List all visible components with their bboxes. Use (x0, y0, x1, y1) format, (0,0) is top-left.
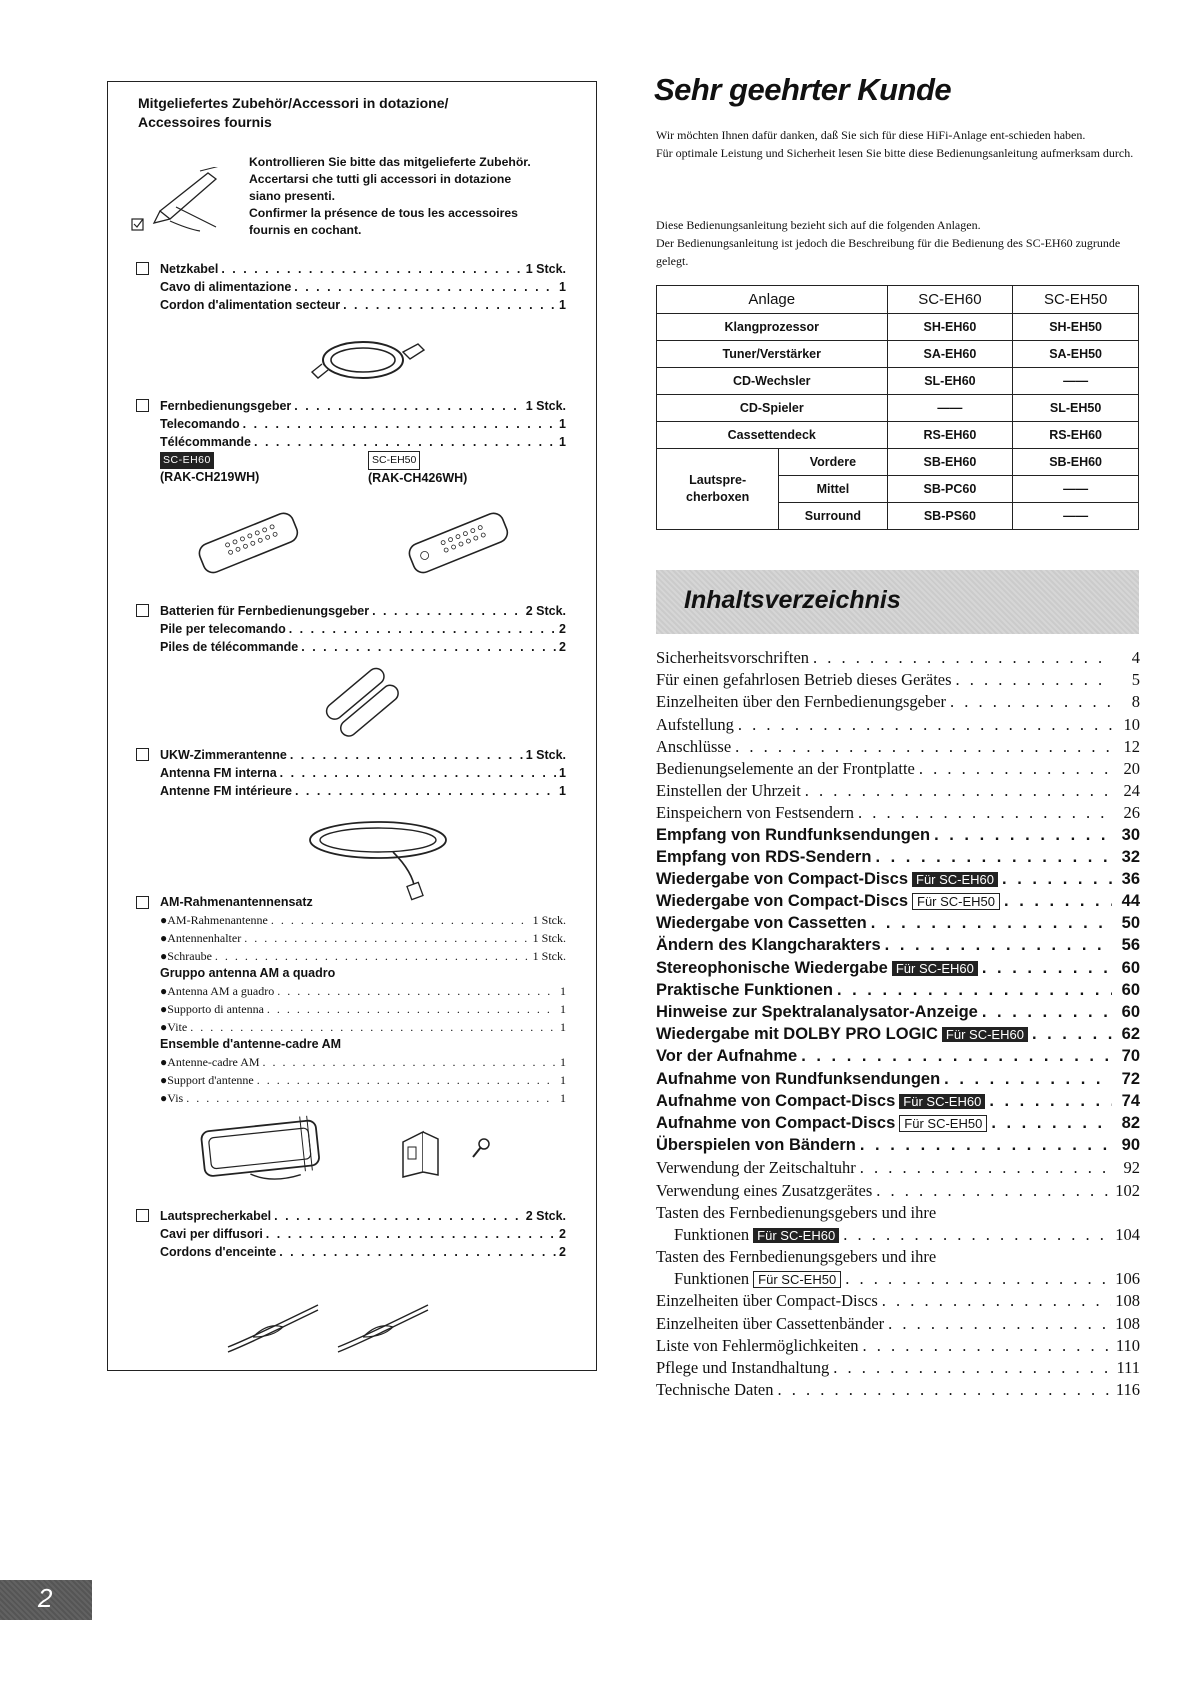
am-loop-antenna-illustration (188, 1110, 348, 1190)
toc-entry-title: Sicherheitsvorschriften (656, 648, 810, 667)
table-row: Surround SB-PS60 —— (657, 503, 1139, 530)
toc-entry[interactable] (656, 737, 1140, 759)
toc-page-number: 108 (1115, 1313, 1140, 1333)
toc-page-number: 56 (1121, 936, 1140, 955)
toc-page-number: 60 (1121, 958, 1140, 977)
toc-entry[interactable] (656, 1225, 1140, 1247)
toc-entry-title: Einzelheiten über Cassettenbänder (656, 1313, 885, 1333)
badge-sc-eh50: SC-EH50 (368, 451, 420, 470)
toc-page-number: 50 (1121, 914, 1140, 933)
toc-leader-dots (989, 1092, 1112, 1111)
remote-control-1-illustration (188, 502, 308, 582)
toc-heading-banner (656, 570, 1139, 634)
table-of-contents (656, 648, 1140, 1402)
toc-page-number: 90 (1121, 1136, 1140, 1155)
toc-entry[interactable] (656, 759, 1140, 781)
toc-page-number: 111 (1116, 1358, 1140, 1377)
toc-leader-dots (778, 1380, 1112, 1400)
toc-page-number: 32 (1121, 847, 1140, 866)
remote-control-2-illustration (398, 502, 518, 582)
toc-entry[interactable] (656, 692, 1140, 714)
table-row: Tuner/Verstärker SA-EH60 SA-EH50 (657, 341, 1139, 368)
toc-entry[interactable] (656, 1291, 1140, 1313)
toc-leader-dots (805, 781, 1112, 801)
toc-page-number: 104 (1115, 1224, 1140, 1244)
toc-entry-title: Praktische Funktionen (656, 980, 833, 999)
item-ukw-antenne: UKW-Zimmerantenne . . . 1 Stck. Antenna FM interna . . . 1 Antenne FM intérieure . . . 1 (136, 746, 566, 800)
toc-entry-title: Verwendung der Zeitschaltuhr (656, 1158, 856, 1178)
checkbox[interactable] (136, 748, 149, 761)
toc-model-badge: Für SC-EH50 (899, 1115, 987, 1132)
toc-entry[interactable] (656, 1047, 1140, 1069)
toc-page-number: 72 (1121, 1069, 1140, 1088)
toc-entry-title: Einspeichern von Festsendern (656, 803, 854, 823)
table-header-row: Anlage SC-EH60 SC-EH50 (657, 286, 1139, 314)
toc-model-badge: Für SC-EH60 (899, 1094, 985, 1109)
table-row: CD-Spieler —— SL-EH50 (657, 395, 1139, 422)
toc-leader-dots (860, 1158, 1112, 1178)
toc-page-number: 60 (1121, 980, 1140, 999)
toc-entry[interactable] (656, 1181, 1140, 1203)
toc-entry[interactable] (656, 981, 1140, 1003)
toc-model-badge: Für SC-EH50 (912, 893, 1000, 910)
toc-entry[interactable] (656, 1025, 1140, 1047)
page-number: 2 (38, 1583, 53, 1613)
table-row: Mittel SB-PC60 —— (657, 476, 1139, 503)
toc-model-badge: Für SC-EH60 (753, 1228, 839, 1243)
toc-page-number: 116 (1115, 1380, 1140, 1400)
toc-leader-dots (944, 1070, 1112, 1089)
toc-entry[interactable] (656, 892, 1140, 914)
toc-entry[interactable] (656, 1114, 1140, 1136)
toc-model-badge: Für SC-EH60 (892, 961, 978, 976)
item-batterien: Batterien für Fernbedienungsgeber . . . 2 Stck. Pile per telecomando . . . 2 Piles de télécommande . . . 2 (136, 602, 566, 656)
toc-entry[interactable] (656, 803, 1140, 825)
scope-text: Diese Bedienungsanleitung bezieht sich auf die folgenden Anlagen. Der Bedienungsanleitung ist jedoch die Beschreibung für die Bedienung des SC-EH60 zugrunde gelegt. (656, 218, 1121, 268)
toc-page-number: 108 (1115, 1291, 1140, 1311)
toc-entry-title: Für einen gefahrlosen Betrieb dieses Gerätes (656, 670, 952, 690)
toc-entry-title: Überspielen von Bändern (656, 1136, 856, 1155)
toc-leader-dots (956, 670, 1112, 690)
toc-entry-title: Einzelheiten über den Fernbedienungsgeber (656, 692, 947, 712)
toc-entry[interactable] (656, 959, 1140, 981)
item-am-antenne: AM-Rahmenantennensatz ●AM-Rahmenantenne . . . 1 Stck. ●Antennenhalter . . . 1 Stck. ●Schraube . . . 1 Stck. Gruppo antenna AM a quadro ●Antenna AM a guadro . . . 1 ●Supporto di antenna . . . 1 ●Vite . . . 1 Ensemble d'antenne-cadre AM ●Antenne-cadre AM . . . 1 ●Support d'antenne . . . 1 ●Vis . . . 1 (136, 894, 566, 1107)
toc-page-number: 20 (1123, 758, 1140, 778)
toc-entry-title: Empfang von Rundfunksendungen (656, 825, 931, 844)
toc-model-badge: Für SC-EH50 (753, 1271, 841, 1288)
screw-illustration (468, 1137, 493, 1162)
toc-page-number: 82 (1121, 1113, 1140, 1132)
toc-entry-title: Aufstellung (656, 714, 734, 734)
toc-leader-dots (858, 803, 1112, 823)
toc-leader-dots (888, 1314, 1111, 1334)
toc-entry-title: Hinweise zur Spektralanalysator-Anzeige (656, 1003, 978, 1021)
toc-entry-title: Einzelheiten über Compact-Discs (656, 1291, 878, 1311)
checkbox[interactable] (136, 1209, 149, 1222)
toc-leader-dots (876, 1181, 1111, 1201)
toc-entry-title: Tasten des Fernbedienungsgebers und ihre (656, 1247, 937, 1267)
toc-leader-dots (845, 1269, 1111, 1289)
toc-entry[interactable] (656, 1003, 1140, 1025)
toc-entry[interactable] (656, 1136, 1140, 1158)
toc-page-number: 10 (1123, 714, 1140, 734)
toc-leader-dots (843, 1225, 1111, 1245)
toc-leader-dots (871, 914, 1112, 933)
toc-title: Inhaltsverzeichnis (684, 586, 901, 614)
toc-leader-dots (1004, 892, 1112, 911)
toc-leader-dots (1032, 1025, 1112, 1044)
toc-leader-dots (950, 692, 1112, 712)
toc-entry-title: Empfang von RDS-Sendern (656, 847, 872, 866)
toc-page-number: 62 (1121, 1025, 1140, 1044)
toc-entry-title: Funktionen (674, 1224, 750, 1244)
toc-entry[interactable] (656, 1203, 1140, 1225)
toc-page-number: 92 (1123, 1158, 1140, 1178)
toc-page-number: 12 (1123, 736, 1140, 756)
toc-entry-title: Ändern des Klangcharakters (656, 936, 881, 955)
power-cord-illustration (308, 322, 428, 392)
checkbox[interactable] (136, 604, 149, 617)
toc-leader-dots (934, 826, 1112, 845)
toc-entry-title: Einstellen der Uhrzeit (656, 781, 801, 801)
toc-entry-title: Stereophonische Wiedergabe (656, 958, 888, 977)
toc-entry[interactable] (656, 914, 1140, 936)
toc-leader-dots (833, 1358, 1112, 1378)
fm-antenna-illustration (303, 812, 473, 902)
toc-model-badge: Für SC-EH60 (942, 1027, 1028, 1042)
toc-entry[interactable] (656, 1092, 1140, 1114)
pen-checkbox-illustration (130, 167, 240, 242)
toc-entry-title: Tasten des Fernbedienungsgebers und ihre (656, 1202, 937, 1222)
toc-page-number: 24 (1123, 781, 1140, 801)
toc-page-number: 110 (1115, 1335, 1140, 1355)
page-title: Sehr geehrter Kunde (654, 72, 952, 107)
toc-entry[interactable] (656, 826, 1140, 848)
toc-leader-dots (801, 1047, 1112, 1066)
toc-leader-dots (738, 715, 1112, 735)
toc-entry-title: Funktionen (674, 1269, 750, 1289)
toc-leader-dots (875, 848, 1112, 867)
toc-leader-dots (735, 737, 1112, 757)
toc-entry[interactable] (656, 1336, 1140, 1358)
item-lautsprecherkabel: Lautsprecherkabel . . . 2 Stck. Cavi per diffusori . . . 2 Cordons d'enceinte . . . 2 (136, 1207, 566, 1261)
table-row: CD-Wechsler SL-EH60 —— (657, 368, 1139, 395)
toc-entry[interactable] (656, 1380, 1140, 1402)
toc-entry-title: Wiedergabe mit DOLBY PRO LOGIC (656, 1025, 938, 1044)
toc-entry[interactable] (656, 936, 1140, 958)
toc-leader-dots (860, 1136, 1112, 1155)
toc-entry[interactable] (656, 870, 1140, 892)
accessories-intro: Kontrollieren Sie bitte das mitgelieferte Zubehör. Accertarsi che tutti gli accessori in dotazione siano presenti. Confirmer la présence de tous les accessoires fournis en cochant. (249, 155, 531, 237)
toc-page-number: 74 (1121, 1091, 1140, 1110)
badge-sc-eh60: SC-EH60 (160, 452, 214, 469)
batteries-illustration (318, 665, 408, 740)
toc-entry[interactable] (656, 1070, 1140, 1092)
accessories-box (107, 81, 597, 1371)
toc-leader-dots (813, 648, 1112, 668)
toc-entry-title: Pflege und Instandhaltung (656, 1358, 830, 1377)
toc-entry-title: Aufnahme von Compact-Discs (656, 1091, 896, 1110)
toc-entry-title: Wiedergabe von Compact-Discs (656, 892, 908, 911)
page-number-tab (0, 1580, 92, 1620)
model-table (656, 285, 1139, 530)
checkbox[interactable] (136, 399, 149, 412)
toc-entry[interactable] (656, 648, 1140, 670)
toc-entry[interactable] (656, 1269, 1140, 1291)
toc-entry[interactable] (656, 1247, 1140, 1269)
toc-leader-dots (885, 936, 1112, 955)
intro-text: Wir möchten Ihnen dafür danken, daß Sie sich für diese HiFi-Anlage ent-schieden haben. Für optimale Leistung und Sicherheit lesen Sie bitte diese Bedienungsanleitung aufmerksam durch. (656, 128, 1134, 160)
table-row: Lautspre-cherboxen Vordere SB-EH60 SB-EH60 (657, 449, 1139, 476)
toc-entry[interactable] (656, 781, 1140, 803)
toc-entry-title: Aufnahme von Compact-Discs (656, 1113, 896, 1132)
toc-leader-dots (863, 1336, 1112, 1356)
toc-entry[interactable] (656, 848, 1140, 870)
toc-entry-title: Aufnahme von Rundfunksendungen (656, 1069, 941, 1088)
checkbox[interactable] (136, 896, 149, 909)
toc-page-number: 4 (1131, 648, 1140, 667)
table-row: Klangprozessor SH-EH60 SH-EH50 (657, 314, 1139, 341)
toc-entry-title: Vor der Aufnahme (656, 1047, 798, 1066)
toc-page-number: 102 (1115, 1180, 1140, 1200)
toc-page-number: 8 (1131, 692, 1140, 712)
toc-page-number: 44 (1121, 892, 1140, 911)
toc-entry-title: Wiedergabe von Cassetten (656, 914, 867, 933)
toc-page-number: 30 (1121, 825, 1140, 844)
toc-entry[interactable] (656, 670, 1140, 692)
toc-page-number: 5 (1131, 670, 1140, 690)
toc-entry[interactable] (656, 1358, 1140, 1380)
toc-leader-dots (919, 759, 1112, 779)
speaker-cable-2-illustration (333, 1297, 433, 1357)
toc-entry-title: Liste von Fehlermöglichkeiten (656, 1335, 859, 1355)
toc-entry[interactable] (656, 1158, 1140, 1180)
toc-page-number: 106 (1115, 1269, 1140, 1289)
toc-leader-dots (982, 1003, 1112, 1022)
toc-page-number: 60 (1121, 1003, 1140, 1021)
checkbox[interactable] (136, 262, 149, 275)
table-row: Cassettendeck RS-EH60 RS-EH60 (657, 422, 1139, 449)
item-netzkabel: Netzkabel . . . 1 Stck. Cavo di alimentazione . . . 1 Cordon d'alimentation secteur . . . 1 (136, 260, 566, 314)
toc-leader-dots (991, 1114, 1112, 1133)
toc-leader-dots (837, 981, 1112, 1000)
toc-entry-title: Verwendung eines Zusatzgerätes (656, 1180, 873, 1200)
toc-leader-dots (982, 959, 1112, 978)
toc-entry[interactable] (656, 715, 1140, 737)
accessories-heading: Mitgeliefertes Zubehör/Accessori in dotazione/ Accessoires fournis (138, 95, 449, 130)
item-fernbedienung: Fernbedienungsgeber . . . 1 Stck. Telecomando . . . 1 Télécommande . . . 1 SC-EH60 (RAK-CH219WH) SC-EH50 (RAK-CH426WH) (136, 397, 566, 485)
toc-entry-title: Anschlüsse (656, 736, 732, 756)
toc-model-badge: Für SC-EH60 (912, 872, 998, 887)
speaker-cable-1-illustration (223, 1297, 323, 1357)
toc-page-number: 26 (1123, 803, 1140, 823)
toc-leader-dots (882, 1291, 1111, 1311)
toc-entry[interactable] (656, 1314, 1140, 1336)
antenna-holder-illustration (398, 1127, 448, 1182)
toc-leader-dots (1002, 870, 1112, 889)
toc-entry-title: Wiedergabe von Compact-Discs (656, 869, 908, 888)
toc-entry-title: Bedienungselemente an der Frontplatte (656, 758, 915, 778)
lautsprecher-cell: Lautspre-cherboxen (657, 449, 779, 530)
toc-entry-title: Technische Daten (656, 1380, 774, 1400)
toc-page-number: 70 (1121, 1047, 1140, 1066)
toc-page-number: 36 (1121, 869, 1140, 888)
